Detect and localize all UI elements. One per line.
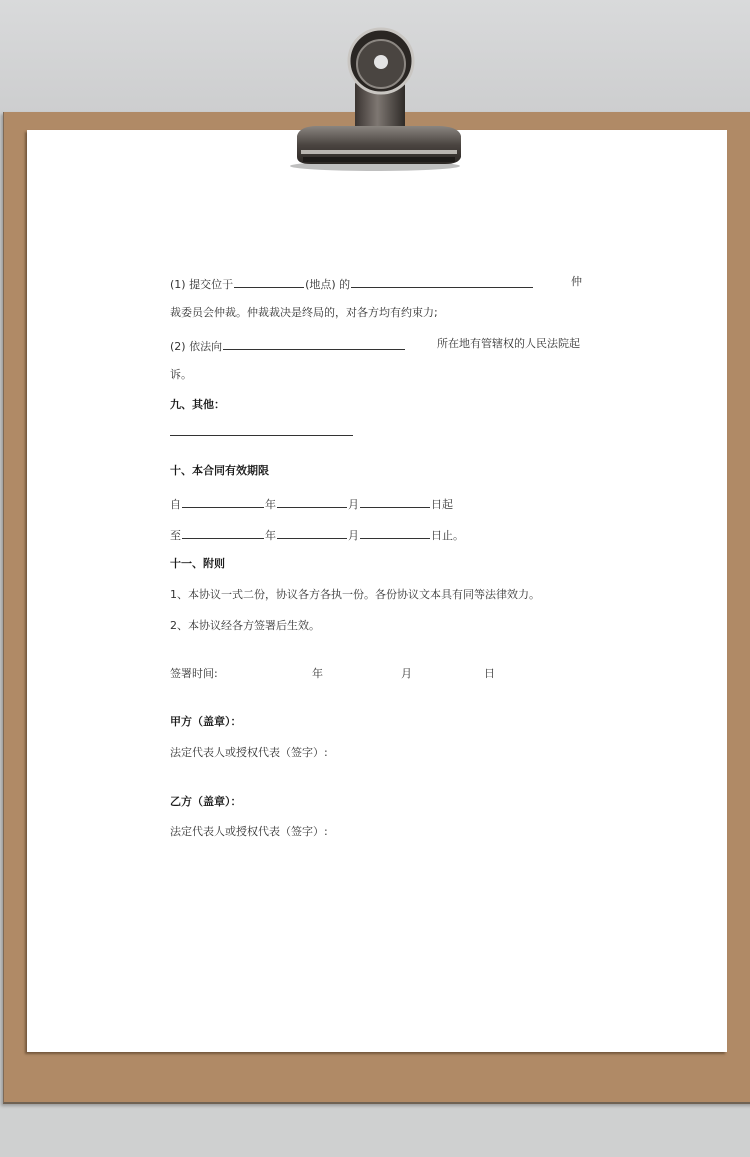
- text: 日起: [431, 498, 453, 511]
- party-a-signature-label: 法定代表人或授权代表（签字）:: [170, 746, 328, 759]
- signing-label: 签署时间:: [170, 667, 218, 680]
- day-label: 日: [484, 667, 495, 680]
- clause11-heading: 十一、附则: [170, 557, 225, 570]
- month-label: 月: [401, 667, 412, 680]
- text: (1) 提交位于: [170, 278, 234, 291]
- clause10-heading: 十、本合同有效期限: [170, 464, 269, 477]
- text: 年: [265, 498, 276, 511]
- text: 仲: [571, 275, 582, 288]
- text: (地点) 的: [305, 278, 351, 291]
- clause8-item2: [170, 338, 582, 352]
- from-month-field[interactable]: [277, 496, 347, 508]
- location-blank-field[interactable]: [234, 276, 304, 288]
- text: 所在地有管辖权的人民法院起: [437, 337, 580, 350]
- year-label: 年: [312, 667, 323, 680]
- validity-from-row: [170, 496, 453, 510]
- clause8-item2-continued: 诉。: [170, 368, 192, 381]
- to-day-field[interactable]: [360, 527, 430, 539]
- binder-clip-icon: [285, 24, 465, 174]
- party-b-heading: 乙方（盖章）：: [170, 795, 242, 808]
- other-terms-blank-field[interactable]: [170, 424, 353, 436]
- from-year-field[interactable]: [182, 496, 264, 508]
- party-a-heading: 甲方（盖章）：: [170, 715, 242, 728]
- text: 月: [348, 529, 359, 542]
- court-location-blank-field[interactable]: [223, 338, 405, 350]
- clause8-item1-continued: 裁委员会仲裁。仲裁裁决是终局的，对各方均有约束力;: [170, 306, 438, 319]
- clause9-heading: 九、其他：: [170, 398, 225, 411]
- text: (2) 依法向: [170, 340, 223, 353]
- clause8-item1: [170, 276, 582, 290]
- from-day-field[interactable]: [360, 496, 430, 508]
- to-year-field[interactable]: [182, 527, 264, 539]
- text: 年: [265, 529, 276, 542]
- text: 日止。: [431, 529, 464, 542]
- arbitration-commission-blank-field[interactable]: [351, 276, 533, 288]
- text: 自: [170, 498, 181, 511]
- clause11-item2: 2、本协议经各方签署后生效。: [170, 619, 320, 632]
- to-month-field[interactable]: [277, 527, 347, 539]
- text: 至: [170, 529, 181, 542]
- clause11-item1: 1、本协议一式二份，协议各方各执一份。各份协议文本具有同等法律效力。: [170, 588, 540, 601]
- signing-date-row: [170, 668, 500, 679]
- text: 月: [348, 498, 359, 511]
- validity-to-row: [170, 527, 464, 541]
- party-b-signature-label: 法定代表人或授权代表（签字）:: [170, 825, 328, 838]
